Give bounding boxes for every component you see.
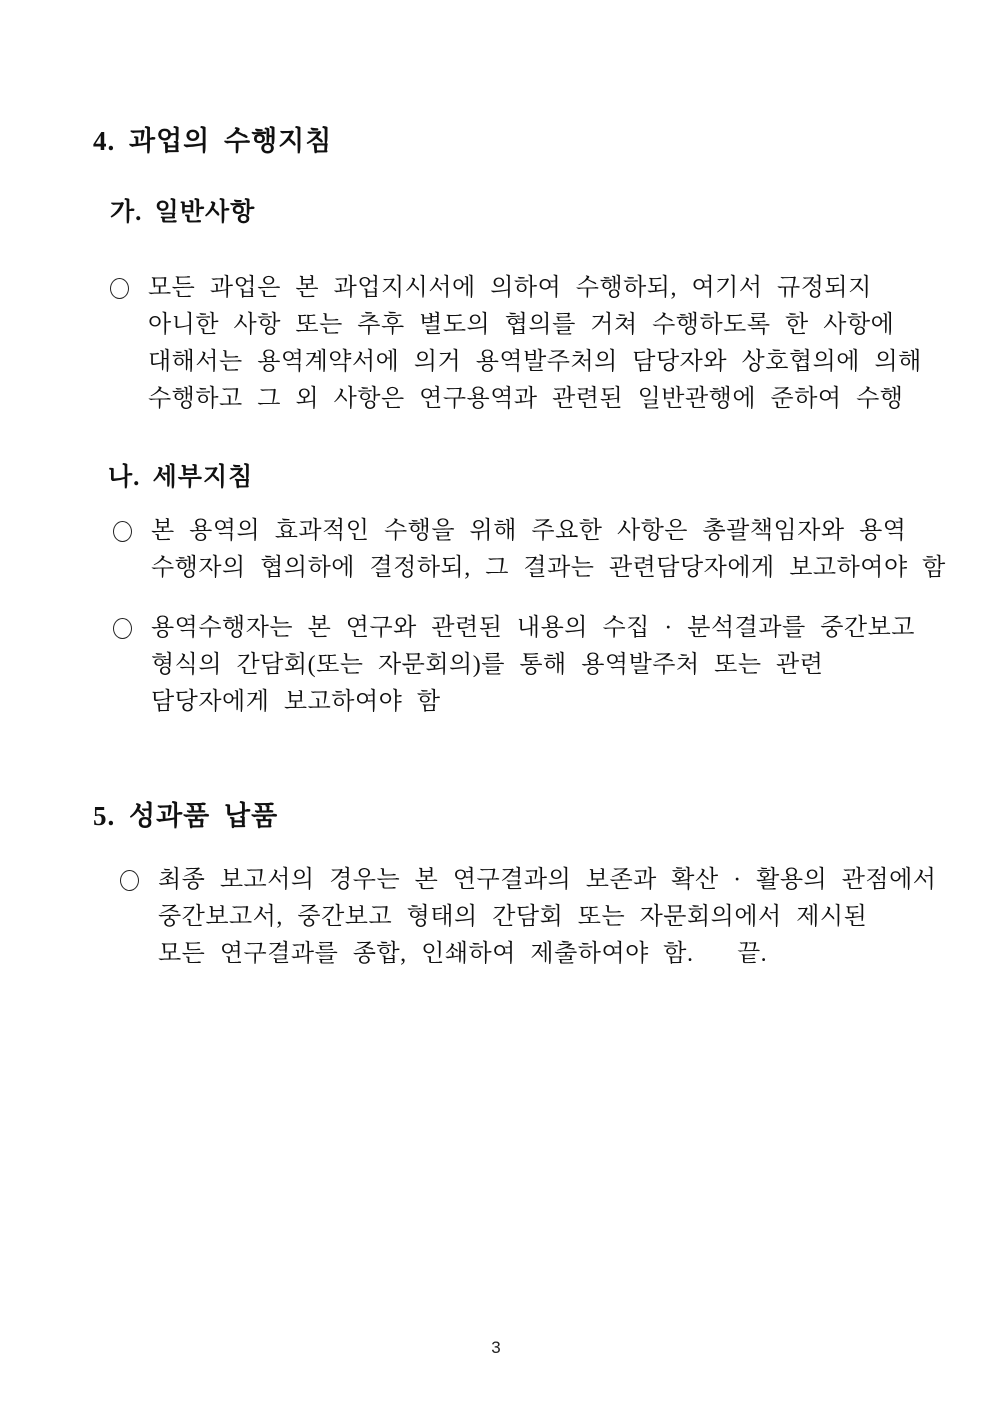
subsection-ga-heading: 가. 일반사항 — [110, 199, 256, 226]
paragraph-lines — [151, 513, 946, 587]
section-5-heading: 5. 성과품 납품 — [93, 801, 279, 831]
paragraph-general-1 — [110, 270, 938, 418]
section-4-heading: 4. 과업의 수행지침 — [93, 126, 333, 156]
page-number: 3 — [491, 1338, 501, 1357]
paragraph-line: 아니한 사항 또는 추후 별도의 협의를 거쳐 수행하도록 한 사항에 — [148, 312, 895, 338]
circle-bullet-icon — [113, 618, 132, 639]
paragraph-line: 대해서는 용역계약서에 의거 용역발주처의 담당자와 상호협의에 의해 — [148, 349, 922, 375]
paragraph-lines — [148, 270, 938, 418]
circle-bullet-icon — [120, 870, 139, 891]
paragraph-line: 용역수행자는 본 연구와 관련된 내용의 수집 · 분석결과를 중간보고 — [151, 615, 915, 641]
circle-bullet-icon — [113, 521, 132, 542]
paragraph-lines — [158, 862, 948, 973]
paragraph-line: 수행하고 그 외 사항은 연구용역과 관련된 일반관행에 준하여 수행 — [148, 386, 904, 412]
paragraph-line: 모든 연구결과를 종합, 인쇄하여 제출하여야 함. 끝. — [158, 941, 768, 967]
paragraph-line: 본 용역의 효과적인 수행을 위해 주요한 사항은 총괄책임자와 용역 — [151, 518, 907, 544]
paragraph-line: 수행자의 협의하에 결정하되, 그 결과는 관련담당자에게 보고하여야 함 — [151, 555, 946, 581]
paragraph-line: 중간보고서, 중간보고 형태의 간담회 또는 자문회의에서 제시된 — [158, 904, 868, 930]
paragraph-line: 모든 과업은 본 과업지시서에 의하여 수행하되, 여기서 규정되지 — [148, 275, 872, 301]
circle-bullet-icon — [110, 278, 129, 299]
paragraph-line: 최종 보고서의 경우는 본 연구결과의 보존과 확산 · 활용의 관점에서 — [158, 867, 937, 893]
paragraph-line: 담당자에게 보고하여야 함 — [151, 689, 441, 715]
subsection-na-heading: 나. 세부지침 — [108, 464, 254, 491]
paragraph-line: 형식의 간담회(또는 자문회의)를 통해 용역발주처 또는 관련 — [151, 652, 824, 678]
paragraph-detail-2 — [113, 610, 941, 721]
paragraph-detail-1 — [113, 513, 946, 587]
paragraph-deliverable-1 — [120, 862, 948, 973]
paragraph-lines — [151, 610, 941, 721]
